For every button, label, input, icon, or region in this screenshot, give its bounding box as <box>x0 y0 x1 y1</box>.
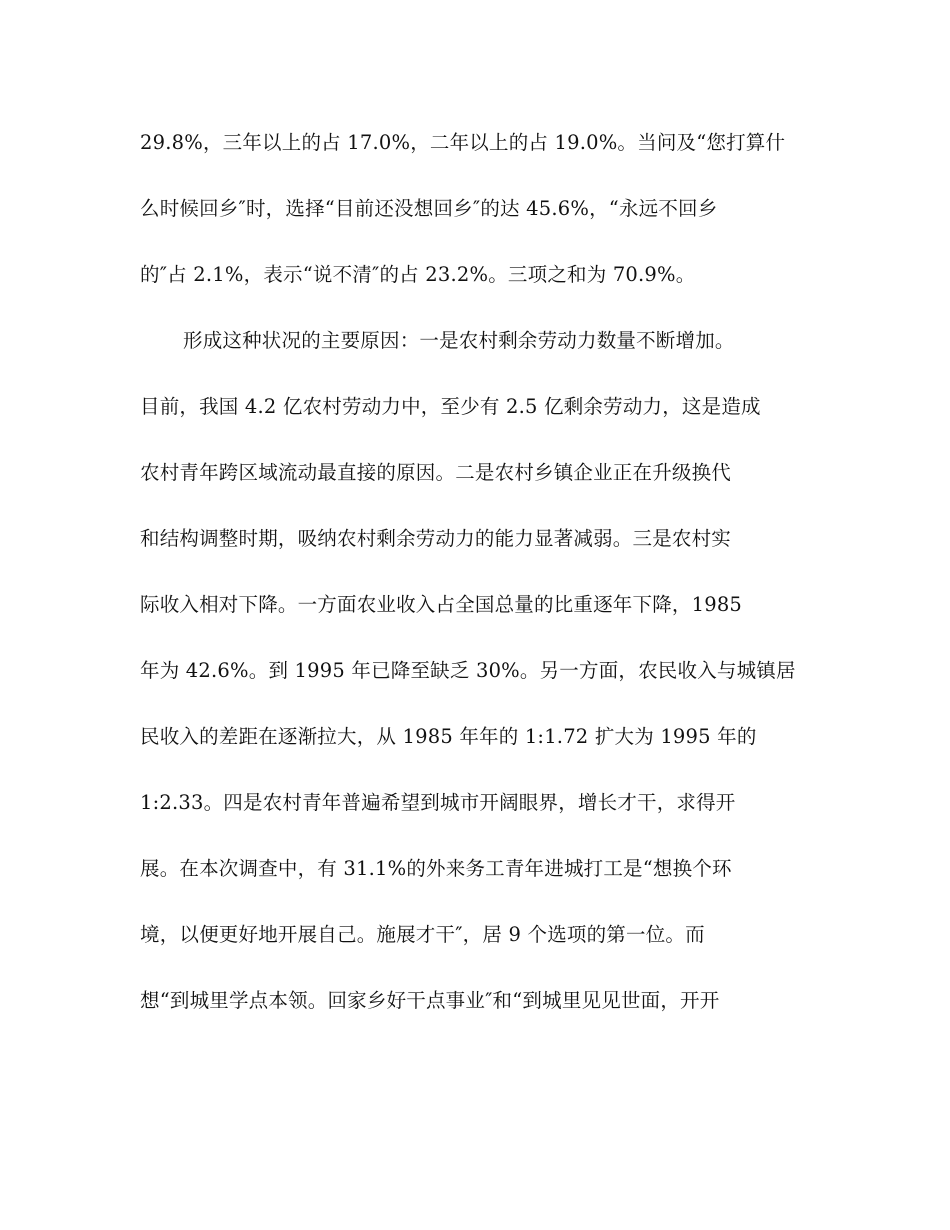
text-line-13: 境，以便更好地开展自己。施展才干″，居 9 个选项的第一位。而 <box>140 923 705 946</box>
text-line-12: 展。在本次调查中，有 31.1%的外来务工青年进城打工是“想换个环 <box>140 857 732 880</box>
text-line-14: 想“到城里学点本领。回家乡好干点事业″和“到城里见见世面，开开 <box>140 989 720 1012</box>
text-line-3: 的″占 2.1%，表示“说不清″的占 23.2%。三项之和为 70.9%。 <box>140 263 696 286</box>
text-line-2: 么时候回乡″时，选择“目前还没想回乡″的达 45.6%，“永远不回乡 <box>140 197 718 220</box>
text-line-5: 目前，我国 4.2 亿农村劳动力中，至少有 2.5 亿剩余劳动力，这是造成 <box>140 395 761 418</box>
text-line-8: 际收入相对下降。一方面农业收入占全国总量的比重逐年下降，1985 <box>140 593 743 616</box>
text-line-9: 年为 42.6%。到 1995 年已降至缺乏 30%。另一方面，农民收入与城镇居 <box>140 659 796 682</box>
text-line-7: 和结构调整时期，吸纳农村剩余劳动力的能力显著减弱。三是农村实 <box>140 527 732 550</box>
text-line-6: 农村青年跨区域流动最直接的原因。二是农村乡镇企业正在升级换代 <box>140 461 732 484</box>
paragraph-start-line: 形成这种状况的主要原因：一是农村剩余劳动力数量不断增加。 <box>183 329 735 352</box>
text-line-11: 1:2.33。四是农村青年普遍希望到城市开阔眼界，增长才干，求得开 <box>140 791 736 814</box>
text-line-10: 民收入的差距在逐渐拉大，从 1985 年年的 1:1.72 扩大为 1995 年的 <box>140 725 757 748</box>
text-line-1: 29.8%，三年以上的占 17.0%，二年以上的占 19.0%。当问及“您打算什 <box>140 131 786 154</box>
